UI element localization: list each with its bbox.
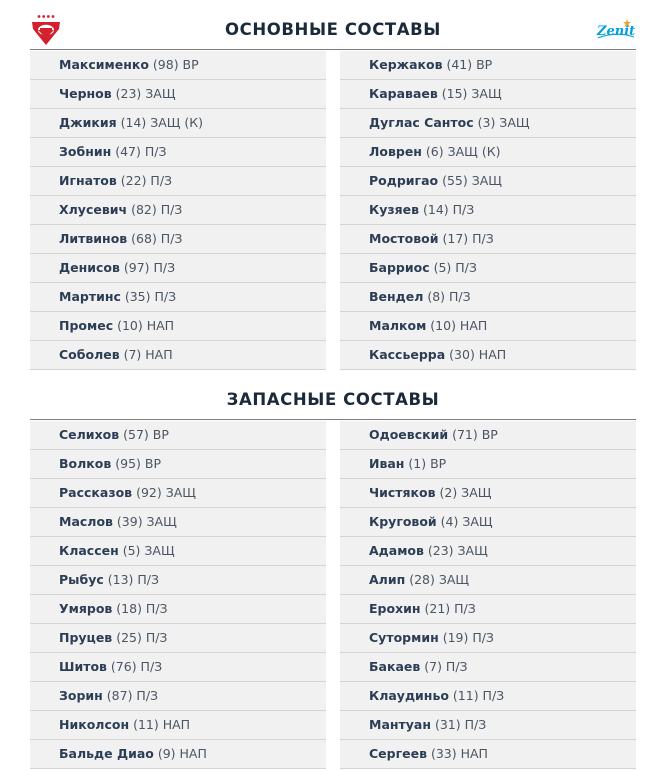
player-row [30, 479, 326, 508]
player-row [30, 711, 326, 740]
player-name: Чернов [59, 86, 112, 101]
player-number-position: (41) ВР [442, 57, 493, 72]
player-name: Маслов [59, 514, 113, 529]
substitutes-title: ЗАПАСНЫЕ СОСТАВЫ [226, 390, 440, 409]
player-number-position: (17) П/З [438, 231, 494, 246]
player-number-position: (11) П/З [448, 688, 505, 703]
player-name: Адамов [369, 543, 424, 558]
player-name: Зорин [59, 688, 103, 703]
player-row [340, 479, 636, 508]
player-number-position: (39) ЗАЩ [112, 514, 177, 529]
player-row [340, 624, 636, 653]
player-name: Круговой [369, 514, 437, 529]
player-name: Малком [369, 318, 427, 333]
player-row [340, 450, 636, 479]
player-row [30, 595, 326, 624]
player-number-position: (10) НАП [426, 318, 488, 333]
player-row [340, 254, 636, 283]
player-number-position: (92) ЗАЩ [132, 485, 196, 500]
player-row [340, 51, 636, 80]
spartak-substitutes-list [30, 421, 326, 769]
player-name: Промес [59, 318, 114, 333]
player-number-position: (8) П/З [423, 289, 471, 304]
player-row [30, 225, 326, 254]
player-row [30, 51, 326, 80]
player-row [30, 312, 326, 341]
zenit-logo-text: Zenit [597, 24, 636, 39]
player-row [30, 109, 326, 138]
player-number-position: (14) ЗАЩ (К) [116, 115, 204, 130]
player-row [30, 341, 326, 370]
player-row [340, 138, 636, 167]
player-row [340, 711, 636, 740]
player-name: Умяров [59, 601, 113, 616]
player-row [340, 225, 636, 254]
starting-divider [30, 49, 636, 50]
player-name: Селихов [59, 427, 120, 442]
player-number-position: (33) НАП [427, 746, 488, 761]
player-name: Рассказов [59, 485, 133, 500]
player-name: Ловрен [369, 144, 422, 159]
player-number-position: (19) П/З [438, 630, 494, 645]
player-number-position: (82) П/З [127, 202, 183, 217]
player-number-position: (98) ВР [148, 57, 199, 72]
player-number-position: (2) ЗАЩ [435, 485, 492, 500]
player-row [30, 624, 326, 653]
player-number-position: (28) ЗАЩ [405, 572, 470, 587]
player-number-position: (68) П/З [127, 231, 183, 246]
player-name: Бакаев [369, 659, 421, 674]
player-number-position: (55) ЗАЩ [438, 173, 502, 188]
player-number-position: (30) НАП [445, 347, 507, 362]
substitutes-divider [30, 419, 636, 420]
player-name: Кержаков [369, 57, 443, 72]
player-name: Соболев [59, 347, 120, 362]
player-number-position: (10) НАП [113, 318, 175, 333]
starting-lineups-title: ОСНОВНЫЕ СОСТАВЫ [224, 20, 441, 39]
player-name: Алип [369, 572, 406, 587]
player-row [340, 566, 636, 595]
player-name: Чистяков [369, 485, 436, 500]
player-number-position: (22) П/З [116, 173, 173, 188]
player-name: Николсон [59, 717, 130, 732]
player-number-position: (4) ЗАЩ [436, 514, 493, 529]
player-name: Джикия [59, 115, 117, 130]
player-name: Дуглас Сантос [369, 115, 474, 130]
player-name: Родригао [369, 173, 439, 188]
player-number-position: (25) П/З [112, 630, 168, 645]
player-number-position: (97) П/З [119, 260, 176, 275]
player-number-position: (76) П/З [106, 659, 163, 674]
player-number-position: (47) П/З [111, 144, 167, 159]
player-name: Иван [369, 456, 405, 471]
player-name: Одоевский [369, 427, 449, 442]
player-number-position: (13) П/З [103, 572, 159, 587]
player-number-position: (18) П/З [112, 601, 168, 616]
player-name: Волков [59, 456, 112, 471]
player-name: Денисов [59, 260, 120, 275]
player-row [30, 254, 326, 283]
player-name: Кузяев [369, 202, 420, 217]
player-number-position: (6) ЗАЩ (К) [421, 144, 501, 159]
spartak-starting-list [30, 51, 326, 370]
player-row [340, 167, 636, 196]
player-row [30, 537, 326, 566]
player-row [30, 167, 326, 196]
player-name: Кассьерра [369, 347, 446, 362]
player-number-position: (35) П/З [120, 289, 177, 304]
player-row [30, 508, 326, 537]
player-row [340, 653, 636, 682]
player-row [30, 421, 326, 450]
player-row [340, 312, 636, 341]
player-number-position: (3) ЗАЩ [473, 115, 530, 130]
player-number-position: (23) ЗАЩ [423, 543, 488, 558]
player-number-position: (7) П/З [420, 659, 468, 674]
player-name: Сергеев [369, 746, 427, 761]
player-number-position: (15) ЗАЩ [437, 86, 502, 101]
player-name: Хлусевич [59, 202, 128, 217]
player-name: Клаудиньо [369, 688, 449, 703]
player-number-position: (31) П/З [430, 717, 487, 732]
player-number-position: (14) П/З [419, 202, 475, 217]
player-name: Мантуан [369, 717, 431, 732]
player-name: Классен [59, 543, 119, 558]
player-row [30, 566, 326, 595]
player-name: Бальде Диао [59, 746, 154, 761]
zenit-substitutes-list [340, 421, 636, 769]
player-row [30, 196, 326, 225]
player-row [30, 450, 326, 479]
player-number-position: (5) ЗАЩ [118, 543, 175, 558]
player-number-position: (7) НАП [119, 347, 173, 362]
player-name: Ерохин [369, 601, 421, 616]
player-number-position: (87) П/З [102, 688, 159, 703]
player-row [340, 196, 636, 225]
player-name: Мостовой [369, 231, 439, 246]
player-row [340, 421, 636, 450]
player-number-position: (95) ВР [111, 456, 161, 471]
player-number-position: (9) НАП [153, 746, 207, 761]
player-row [340, 537, 636, 566]
player-number-position: (57) ВР [119, 427, 169, 442]
player-name: Игнатов [59, 173, 117, 188]
player-row [340, 80, 636, 109]
player-row [30, 283, 326, 312]
player-name: Сутормин [369, 630, 439, 645]
player-name: Рыбус [59, 572, 104, 587]
player-name: Караваев [369, 86, 438, 101]
player-row [340, 283, 636, 312]
player-row [30, 653, 326, 682]
player-row [340, 740, 636, 769]
player-row [30, 138, 326, 167]
player-name: Пруцев [59, 630, 113, 645]
player-name: Вендел [369, 289, 424, 304]
player-name: Зобнин [59, 144, 112, 159]
player-number-position: (71) ВР [448, 427, 498, 442]
player-number-position: (21) П/З [420, 601, 476, 616]
player-row [340, 109, 636, 138]
player-number-position: (1) ВР [404, 456, 447, 471]
player-name: Мартинс [59, 289, 121, 304]
player-row [340, 341, 636, 370]
player-name: Литвинов [59, 231, 128, 246]
player-number-position: (23) ЗАЩ [111, 86, 176, 101]
player-row [340, 682, 636, 711]
zenit-starting-list [340, 51, 636, 370]
player-row [340, 508, 636, 537]
player-row [30, 740, 326, 769]
player-row [30, 682, 326, 711]
player-name: Максименко [59, 57, 149, 72]
player-name: Барриос [369, 260, 430, 275]
player-row [340, 595, 636, 624]
player-row [30, 80, 326, 109]
player-number-position: (11) НАП [129, 717, 191, 732]
player-number-position: (5) П/З [429, 260, 477, 275]
player-name: Шитов [59, 659, 107, 674]
